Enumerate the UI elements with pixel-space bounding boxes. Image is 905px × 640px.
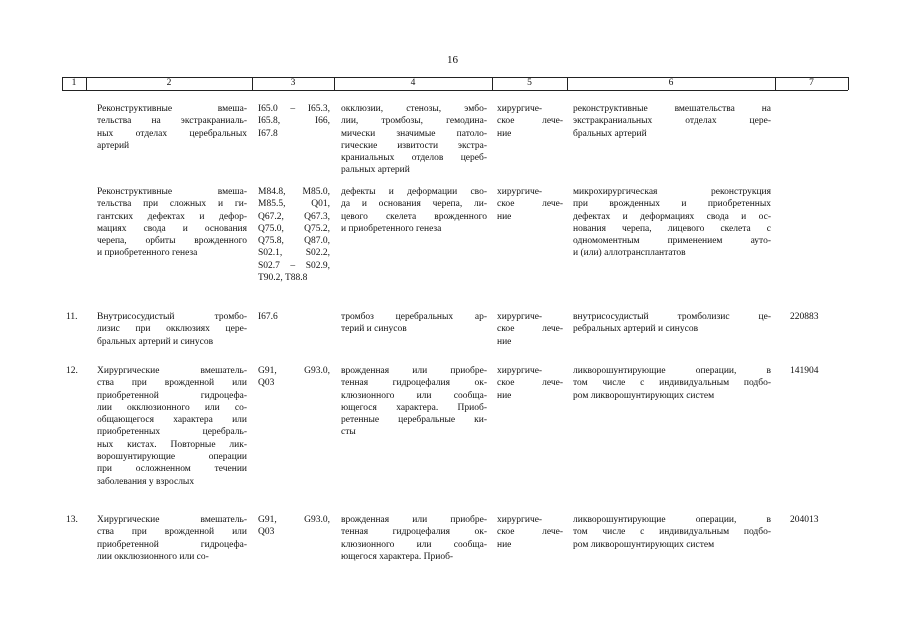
cell-line: Реконструктивные вмеша-: [97, 187, 247, 197]
cell-line: ское лече-: [497, 199, 563, 210]
cell-line: терий и синусов: [341, 324, 407, 335]
column-header: 1: [71, 78, 77, 88]
cell-line: врожденная или приобре-: [341, 515, 487, 525]
column-header: 6: [668, 78, 674, 88]
cell-line: и приобретенного генеза: [341, 223, 442, 234]
cell-line: G91, G93.0,: [258, 515, 330, 525]
cell-line: лии окклюзионного или со-: [97, 551, 209, 562]
cell-line: ных кистах. Повторные лик-: [97, 439, 247, 450]
cell-line: хирургиче-: [497, 515, 543, 525]
cell-line: ние: [497, 336, 512, 347]
cell-line: I67.8: [258, 128, 278, 139]
cell-treatment: [497, 103, 563, 140]
cell-line: ральных артерий: [341, 165, 410, 176]
column-header: 7: [809, 78, 814, 88]
column-header: 3: [290, 78, 296, 88]
cell-line: хирургиче-: [497, 366, 543, 376]
cell-line: Внутрисосудистый тромбо-: [97, 312, 247, 322]
cell-line: черепа, орбиты врожденного: [97, 236, 247, 247]
cell-line: ликворошунтирующие операции, в: [573, 366, 771, 376]
cell-codes: [258, 365, 330, 390]
cell-line: при осложненном течении: [97, 464, 247, 475]
cell-line: ворошунтирующие операции: [97, 452, 247, 463]
cell-line: тельства при сложных и ги-: [97, 199, 247, 210]
cell-name: [97, 103, 247, 152]
cell-line: Q75.8, Q87.0,: [258, 236, 330, 247]
cell-line: артерий: [97, 140, 130, 151]
cell-line: G91, G93.0,: [258, 366, 330, 376]
cell-line: общающегося характера или: [97, 415, 247, 426]
cell-line: мациях свода и основания: [97, 223, 247, 234]
cell-line: краниальных отделов цереб-: [341, 153, 487, 164]
cell-line: приобретенной гидроцефа-: [97, 390, 247, 401]
cell-line: T90.2, T88.8: [258, 273, 308, 284]
cell-line: клюзионного или сообща-: [341, 539, 487, 550]
cell-line: том числе с индивидуальным подбо-: [573, 378, 771, 389]
column-header: 2: [166, 78, 172, 88]
cell-codes: [258, 103, 330, 140]
cell-line: ства при врожденной или: [97, 378, 247, 389]
cell-line: том числе с индивидуальным подбо-: [573, 527, 771, 538]
cell-line: ское лече-: [497, 527, 563, 538]
cell-method: [573, 186, 771, 260]
cell-line: ребральных артерий и синусов: [573, 324, 699, 335]
cell-line: и (или) аллотрансплантатов: [573, 248, 686, 259]
row-number: 11.: [66, 312, 78, 322]
cell-method: [573, 365, 771, 402]
cell-line: Q67.2, Q67.3,: [258, 211, 330, 222]
cell-method: [573, 311, 771, 336]
cell-line: ние: [497, 539, 512, 550]
cell-line: S02.7 – S02.9,: [258, 260, 330, 271]
cell-line: I65.0 – I65.3,: [258, 104, 330, 114]
cell-line: лии, тромбозы, гемодина-: [341, 116, 487, 127]
cell-line: ром ликворошунтирующих систем: [573, 390, 715, 401]
cell-model: [341, 311, 487, 336]
cell-line: врожденная или приобре-: [341, 366, 487, 376]
column-header: 5: [527, 78, 532, 88]
cell-line: окклюзии, стенозы, эмбо-: [341, 104, 487, 114]
cell-line: лии окклюзионного или со-: [97, 402, 247, 413]
cost-value: 141904: [790, 366, 819, 376]
cell-model: [341, 186, 487, 235]
cell-line: гантских дефектах и дефор-: [97, 211, 247, 222]
cell-line: тельства на экстракраниаль-: [97, 116, 247, 127]
cell-line: M85.5, Q01,: [258, 199, 330, 210]
cell-line: ликворошунтирующие операции, в: [573, 515, 771, 525]
cell-line: гические извитости экстра-: [341, 140, 487, 151]
cell-line: Q75.0, Q75.2,: [258, 223, 330, 234]
cell-line: Реконструктивные вмеша-: [97, 104, 247, 114]
page-number: 16: [447, 54, 458, 66]
cell-line: сты: [341, 427, 356, 438]
cell-line: экстракраниальных отделах цере-: [573, 116, 771, 127]
cell-model: [341, 365, 487, 439]
cell-line: цевого скелета врожденного: [341, 211, 487, 222]
cell-line: хирургиче-: [497, 187, 543, 197]
cell-line: тенная гидроцефалия ок-: [341, 527, 487, 538]
cell-line: и приобретенного генеза: [97, 248, 198, 259]
cell-line: ющегося характера. Приоб-: [341, 551, 454, 562]
cell-line: I65.8, I66,: [258, 116, 330, 127]
cell-method: [573, 514, 771, 551]
cell-line: S02.1, S02.2,: [258, 248, 330, 259]
cost-value: 220883: [790, 312, 819, 322]
cell-name: [97, 365, 247, 488]
cell-line: тенная гидроцефалия ок-: [341, 378, 487, 389]
cell-line: ние: [497, 211, 512, 222]
cell-line: при врожденных и приобретенных: [573, 199, 771, 210]
cell-name: [97, 311, 247, 348]
cell-line: реконструктивные вмешательства на: [573, 104, 771, 114]
cell-line: ское лече-: [497, 116, 563, 127]
cell-line: ское лече-: [497, 378, 563, 389]
cell-treatment: [497, 514, 563, 551]
cell-line: M84.8, M85.0,: [258, 187, 330, 197]
cell-line: хирургиче-: [497, 312, 543, 322]
cell-model: [341, 514, 487, 563]
cell-line: Q03: [258, 527, 275, 538]
cell-line: хирургиче-: [497, 104, 543, 114]
cell-line: приобретенной гидроцефа-: [97, 539, 247, 550]
cell-line: бральных артерий: [573, 128, 647, 139]
cell-line: дефектах и деформациях свода и ос-: [573, 211, 771, 222]
cell-line: тромбоз церебральных ар-: [341, 312, 487, 322]
cell-line: лизис при окклюзиях цере-: [97, 324, 247, 335]
cell-model: [341, 103, 487, 177]
cell-line: Q03: [258, 378, 275, 389]
cell-line: I67.6: [258, 312, 278, 322]
cell-line: ское лече-: [497, 324, 563, 335]
cell-line: да и основания черепа, ли-: [341, 199, 487, 210]
cell-codes: [258, 311, 330, 323]
cell-line: нования черепа, лицевого скелета с: [573, 223, 771, 234]
cell-line: ретенные церебральные ки-: [341, 415, 487, 426]
cell-treatment: [497, 365, 563, 402]
cell-line: микрохирургическая реконструкция: [573, 187, 771, 197]
cell-codes: [258, 186, 330, 284]
cell-line: мически значимые патоло-: [341, 128, 487, 139]
cell-line: ние: [497, 390, 512, 401]
cell-line: заболевания у взрослых: [97, 476, 195, 487]
cell-line: Хирургические вмешатель-: [97, 366, 247, 376]
cell-line: ства при врожденной или: [97, 527, 247, 538]
header-divider: [848, 77, 849, 90]
cell-line: внутрисосудистый тромболизис це-: [573, 312, 771, 322]
cell-line: приобретенных церебраль-: [97, 427, 247, 438]
cell-method: [573, 103, 771, 140]
cell-treatment: [497, 186, 563, 223]
table-header-bottom-rule: [62, 90, 848, 91]
cell-line: ние: [497, 128, 512, 139]
cell-line: ром ликворошунтирующих систем: [573, 539, 715, 550]
cell-treatment: [497, 311, 563, 348]
cost-value: 204013: [790, 515, 819, 525]
cell-codes: [258, 514, 330, 539]
column-header: 4: [410, 78, 416, 88]
cell-line: дефекты и деформации сво-: [341, 187, 487, 197]
cell-line: бральных артерий и синусов: [97, 336, 214, 347]
cell-line: клюзионного или сообща-: [341, 390, 487, 401]
cell-line: ющегося характера. Приоб-: [341, 402, 487, 413]
cell-name: [97, 514, 247, 563]
cell-line: Хирургические вмешатель-: [97, 515, 247, 525]
row-number: 12.: [66, 366, 78, 376]
cell-line: одномоментным применением ауто-: [573, 236, 771, 247]
cell-name: [97, 186, 247, 260]
row-number: 13.: [66, 515, 78, 525]
cell-line: ных отделах церебральных: [97, 128, 247, 139]
